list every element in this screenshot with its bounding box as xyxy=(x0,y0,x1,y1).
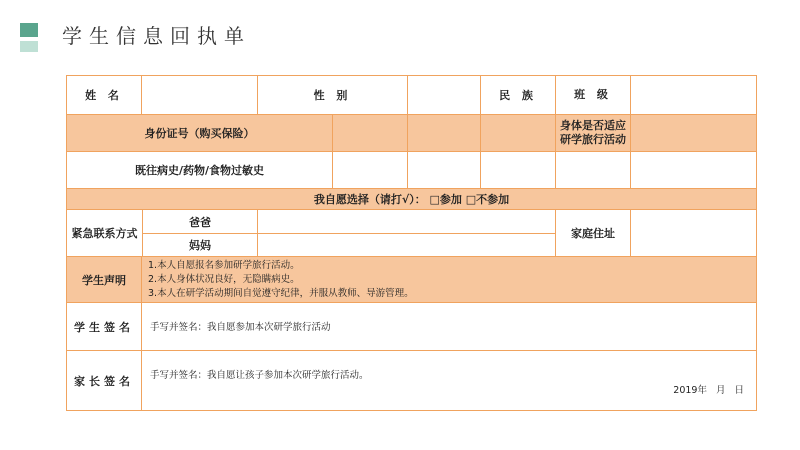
mom-phone-field[interactable] xyxy=(258,233,556,257)
parent-sign-field[interactable] xyxy=(142,351,757,411)
id-number-field-3[interactable] xyxy=(481,115,556,152)
fitness-label-line1: 身体是否适应 xyxy=(560,119,626,132)
student-sign-note: 手写并签名：我自愿参加本次研学旅行活动 xyxy=(150,322,331,333)
medical-history-field-1[interactable] xyxy=(333,152,408,189)
fitness-label xyxy=(556,115,631,152)
id-number-label: 身份证号（购买保险） xyxy=(67,115,333,152)
statement-text xyxy=(142,257,757,303)
dad-label: 爸爸 xyxy=(143,210,257,234)
gender-field[interactable] xyxy=(408,76,481,115)
dad-phone-field[interactable] xyxy=(258,210,556,234)
student-info-form xyxy=(66,75,757,411)
parent-sign-note: 手写并签名：我自愿让孩子参加本次研学旅行活动。 xyxy=(150,370,369,381)
ethnicity-field[interactable] xyxy=(556,76,631,115)
statement-line-2: 2.本人身体状况良好，无隐瞒病史。 xyxy=(148,273,300,285)
medical-history-label: 既往病史/药物/食物过敏史 xyxy=(67,152,333,189)
mom-label: 妈妈 xyxy=(189,239,211,252)
student-sign-field[interactable] xyxy=(142,303,757,351)
title-accent-block-light xyxy=(20,41,38,52)
home-address-label: 家庭住址 xyxy=(556,210,631,257)
page-title: 学生信息回执单 xyxy=(62,24,251,48)
title-accent-bar xyxy=(20,23,38,52)
home-address-field[interactable] xyxy=(631,210,757,257)
statement-line-3: 3.本人在研学活动期间自觉遵守纪律，并服从教师、导游管理。 xyxy=(148,287,414,299)
medical-history-field-4[interactable] xyxy=(556,152,631,189)
fitness-field[interactable] xyxy=(631,115,757,152)
sign-date: 2019年 月 日 xyxy=(673,385,744,396)
emergency-contact-cell xyxy=(67,210,258,257)
statement-line-1: 1.本人自愿报名参加研学旅行活动。 xyxy=(148,259,300,271)
parent-sign-label: 家长签名 xyxy=(67,351,142,411)
ethnicity-label: 民 族 xyxy=(481,76,556,115)
student-sign-label: 学生签名 xyxy=(67,303,142,351)
id-number-field-1[interactable] xyxy=(333,115,408,152)
medical-history-field-2[interactable] xyxy=(408,152,481,189)
class-cell xyxy=(631,76,757,115)
name-label: 姓 名 xyxy=(67,76,142,115)
participation-choice[interactable]: 我自愿选择（请打√）： □参加 □不参加 xyxy=(67,189,757,210)
id-number-field-2[interactable] xyxy=(408,115,481,152)
gender-label: 性 别 xyxy=(258,76,408,115)
fitness-label-line2: 研学旅行活动 xyxy=(560,133,626,146)
statement-label: 学生声明 xyxy=(67,257,142,303)
class-label: 班 级 xyxy=(556,75,631,113)
medical-history-field-3[interactable] xyxy=(481,152,556,189)
medical-history-field-5[interactable] xyxy=(631,152,757,189)
name-field[interactable] xyxy=(142,76,258,115)
title-accent-block-dark xyxy=(20,23,38,37)
emergency-contact-label: 紧急联系方式 xyxy=(67,210,143,256)
